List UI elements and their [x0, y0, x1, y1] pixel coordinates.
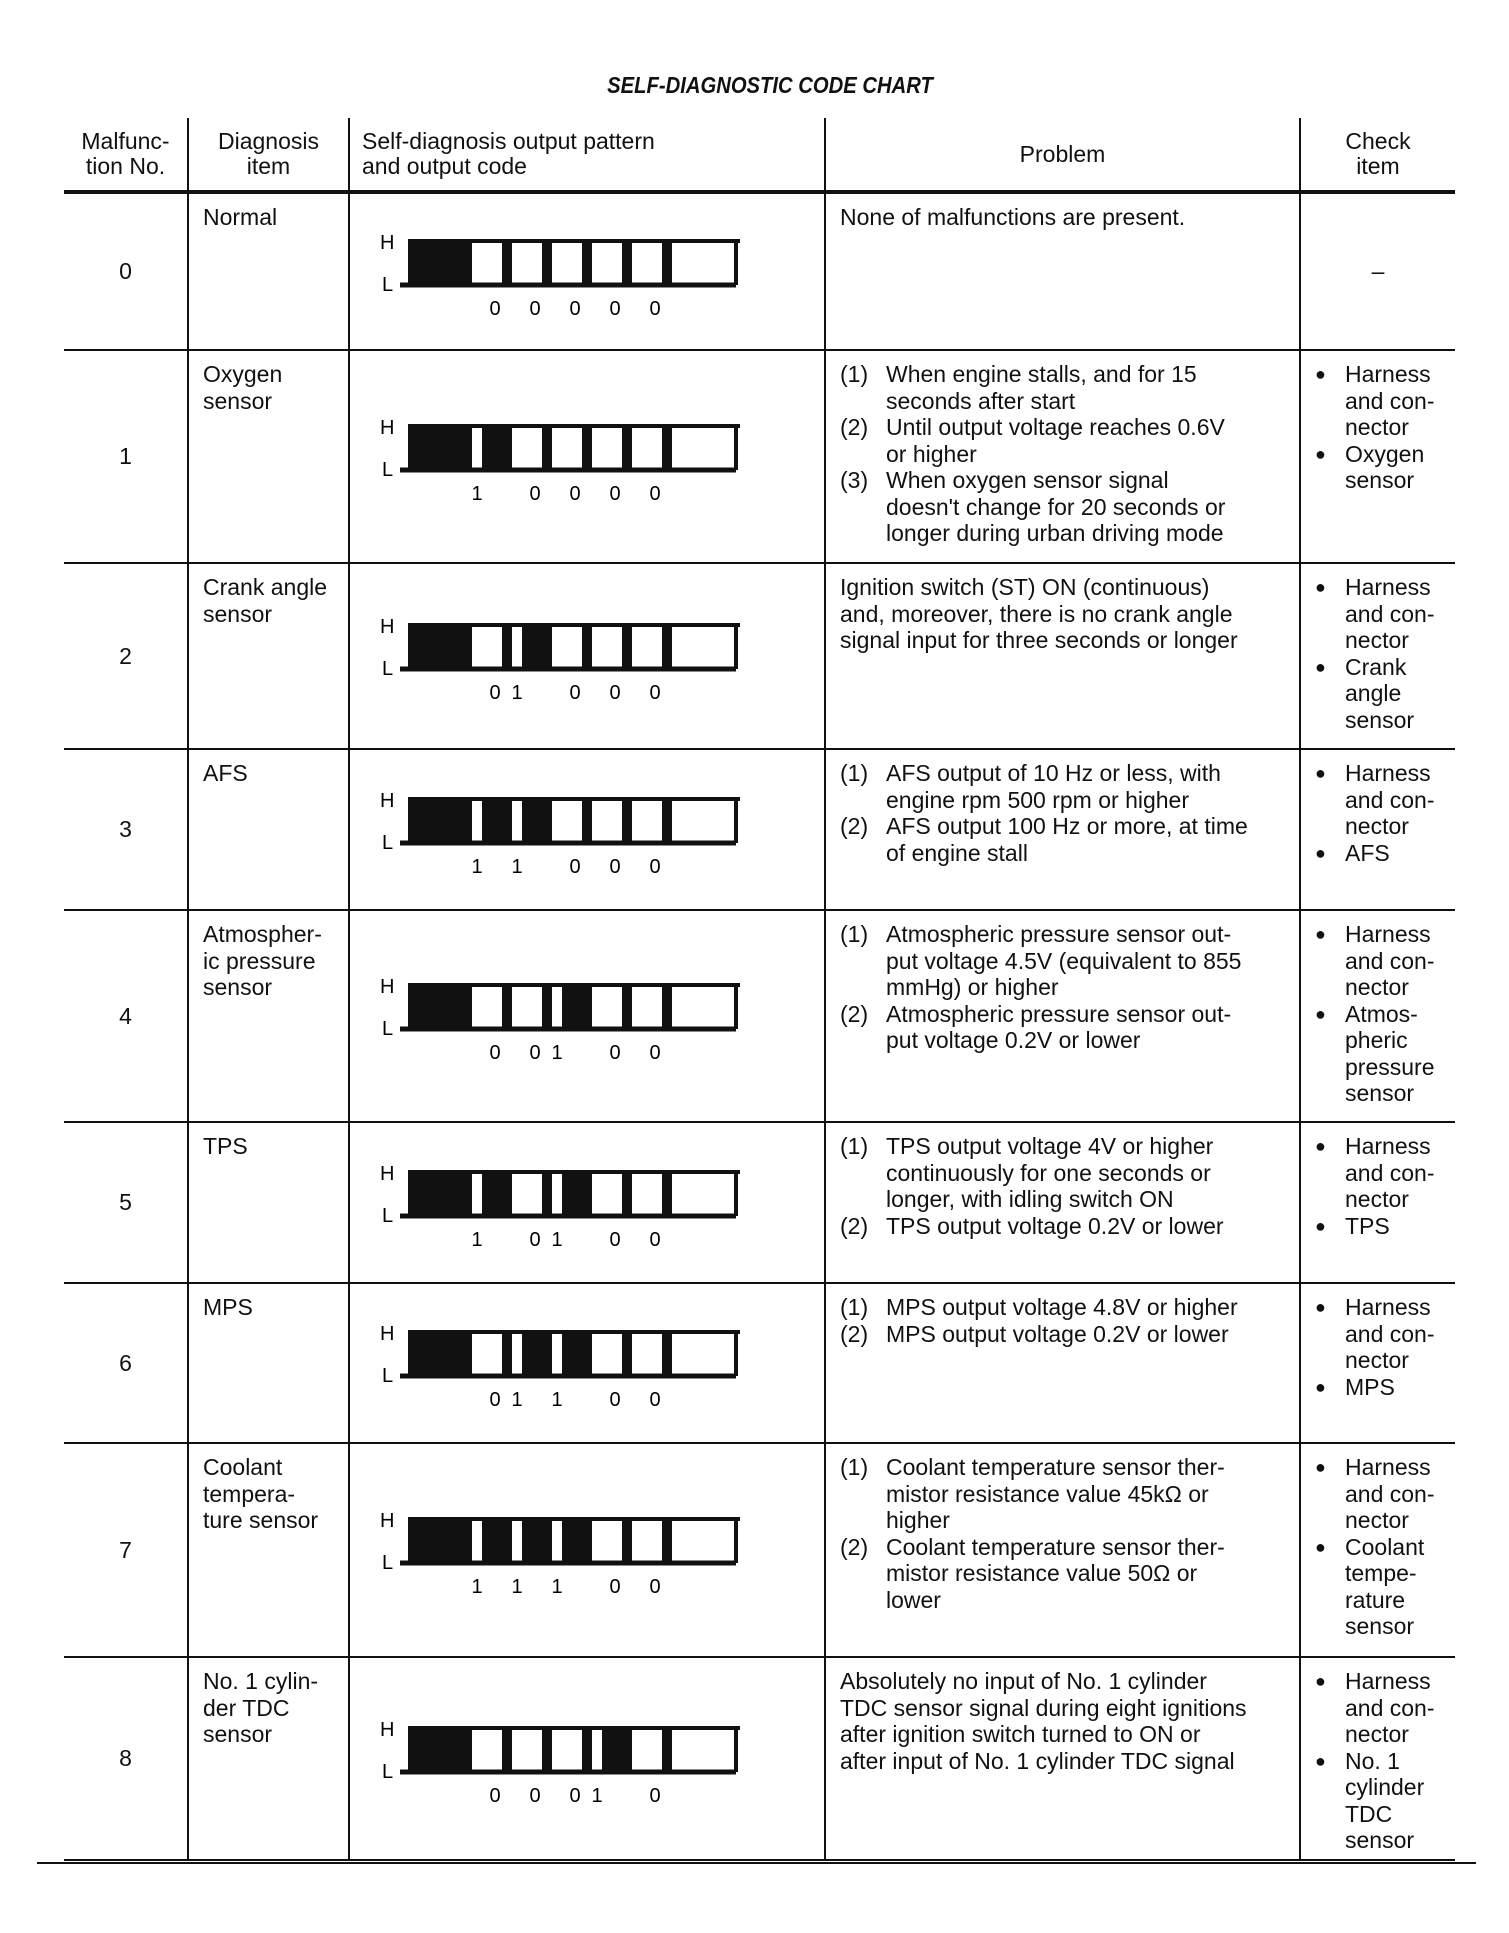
- check-item: [1315, 1748, 1453, 1854]
- output-pattern-cell: [349, 350, 825, 563]
- code-bit-label: 0: [649, 482, 661, 502]
- table-row: [64, 192, 1455, 350]
- problem-item: [840, 1294, 1295, 1321]
- header-output-pattern: Self-diagnosis output pattern and output code: [349, 118, 825, 192]
- problem-number: (2): [840, 1533, 869, 1560]
- problem-number: (3): [840, 467, 869, 493]
- problem-number: (1): [840, 760, 869, 786]
- start-pulse: [408, 1728, 472, 1772]
- check-text: No. 1 cylinder TDC sensor: [1345, 1747, 1425, 1853]
- check-item: [1315, 1294, 1453, 1374]
- check-text: Atmos- pheric pressure sensor: [1345, 1000, 1435, 1106]
- check-text: Harness and con- nector: [1345, 760, 1435, 839]
- code-bit-label: 0: [529, 482, 541, 502]
- check-text: AFS: [1345, 839, 1390, 866]
- check-text: Crank angle sensor: [1345, 653, 1415, 733]
- bit-pulse: [622, 1332, 632, 1376]
- check-item: [1315, 654, 1453, 734]
- check-item-cell: [1300, 563, 1455, 749]
- start-pulse: [408, 1172, 472, 1216]
- problem-text: Atmospheric pressure sensor out- put voltage 0.2V or lower: [886, 1000, 1232, 1053]
- code-bit-label: 0: [569, 297, 581, 317]
- problem-item: [840, 467, 1295, 547]
- code-bit-label: 0: [609, 682, 621, 701]
- start-pulse: [408, 1332, 472, 1376]
- problem-number: (1): [840, 1294, 869, 1320]
- code-bit-label: 0: [529, 1228, 541, 1248]
- bullet-icon: ●: [1315, 1376, 1326, 1397]
- check-item-cell: [1300, 910, 1455, 1122]
- code-bit-label: 1: [551, 1228, 563, 1248]
- bit-pulse: [542, 426, 552, 470]
- bullet-icon: ●: [1315, 364, 1326, 384]
- code-bit-label: 0: [609, 482, 621, 502]
- code-bit-label: 0: [529, 297, 541, 317]
- low-level-label: L: [382, 1204, 394, 1227]
- problem-item: [840, 760, 1295, 813]
- problem-number: (1): [840, 921, 869, 947]
- check-item: [1315, 760, 1453, 840]
- diagnosis-item: No. 1 cylin- der TDC sensor: [188, 1657, 349, 1860]
- check-text: Harness and con- nector: [1345, 1133, 1435, 1212]
- problem-cell: [825, 749, 1300, 910]
- code-bit-label: 0: [529, 1784, 541, 1804]
- diagnosis-item: Atmospher- ic pressure sensor: [188, 910, 349, 1122]
- problem-item: [840, 1454, 1295, 1534]
- low-level-label: L: [382, 1760, 394, 1783]
- output-waveform: [378, 412, 778, 502]
- code-bit-label: 0: [649, 855, 661, 875]
- problem-text: AFS output of 10 Hz or less, with engine rpm 500 rpm or higher: [886, 760, 1221, 813]
- bullet-icon: ●: [1315, 577, 1326, 597]
- check-text: TPS: [1345, 1212, 1390, 1239]
- problem-item: [840, 1001, 1295, 1054]
- low-level-label: L: [382, 458, 394, 481]
- code-bit-label: 0: [569, 1784, 581, 1804]
- no-check-dash: –: [1371, 258, 1385, 285]
- check-item: [1315, 1454, 1453, 1534]
- bit-pulse: [662, 799, 672, 843]
- start-pulse: [408, 799, 472, 843]
- bit-pulse: [502, 241, 512, 285]
- check-item-cell: [1300, 192, 1455, 350]
- diagnosis-item: Coolant tempera- ture sensor: [188, 1443, 349, 1657]
- start-pulse: [408, 241, 472, 285]
- bit-pulse: [662, 625, 672, 669]
- problem-text: None of malfunctions are present.: [840, 204, 1186, 230]
- bit-pulse: [522, 1332, 552, 1376]
- high-level-label: H: [380, 416, 395, 439]
- bit-pulse: [622, 1172, 632, 1216]
- output-waveform: [378, 1505, 778, 1595]
- output-waveform: [378, 1714, 778, 1804]
- output-waveform: [378, 785, 778, 875]
- problem-cell: [825, 1657, 1300, 1860]
- problem-cell: [825, 1443, 1300, 1657]
- start-pulse: [408, 625, 472, 669]
- code-bit-label: 0: [529, 1042, 541, 1061]
- bit-pulse: [562, 985, 592, 1029]
- problem-text: When oxygen sensor signal doesn't change for 20 seconds or longer during urban driving mode: [886, 467, 1226, 546]
- problem-text: TPS output voltage 4V or higher continuously for one seconds or longer, with idling switch ON: [886, 1133, 1214, 1212]
- check-item: [1315, 1133, 1453, 1213]
- code-bit-label: 0: [609, 1576, 621, 1595]
- table-row: [64, 1122, 1455, 1283]
- table-row: [64, 350, 1455, 563]
- diagnosis-item: AFS: [188, 749, 349, 910]
- bit-pulse: [482, 426, 512, 470]
- code-bit-label: 0: [649, 1784, 661, 1804]
- low-level-label: L: [382, 1552, 394, 1574]
- output-pattern-cell: [349, 1283, 825, 1443]
- code-bit-label: 1: [471, 1576, 483, 1595]
- code-bit-label: 0: [609, 1228, 621, 1248]
- bit-pulse: [582, 799, 592, 843]
- table-row: [64, 1283, 1455, 1443]
- bit-pulse: [662, 1728, 672, 1772]
- check-item-cell: [1300, 1122, 1455, 1283]
- bullet-icon: ●: [1315, 1215, 1326, 1236]
- problem-cell: [825, 1122, 1300, 1283]
- bit-pulse: [562, 1519, 592, 1563]
- check-text: Harness and con- nector: [1345, 574, 1435, 653]
- output-pattern-cell: [349, 1657, 825, 1860]
- check-item-cell: [1300, 350, 1455, 563]
- code-bit-label: 0: [489, 1784, 501, 1804]
- high-level-label: H: [380, 231, 395, 254]
- code-bit-label: 0: [609, 1389, 621, 1408]
- code-bit-label: 0: [489, 1042, 501, 1061]
- code-bit-label: 0: [489, 297, 501, 317]
- table-row: [64, 1443, 1455, 1657]
- check-text: Coolant tempe- rature sensor: [1345, 1533, 1425, 1639]
- problem-item: [840, 1133, 1295, 1213]
- table-row: [64, 749, 1455, 910]
- bit-pulse: [562, 1332, 592, 1376]
- bit-pulse: [522, 625, 552, 669]
- code-bit-label: 0: [649, 682, 661, 701]
- malfunction-no: 7: [119, 1536, 132, 1563]
- low-level-label: L: [382, 1365, 394, 1387]
- check-item: [1315, 840, 1453, 867]
- diagnosis-item: Oxygen sensor: [188, 350, 349, 563]
- bit-pulse: [582, 1728, 592, 1772]
- problem-item: [840, 1213, 1295, 1240]
- bullet-icon: ●: [1315, 1536, 1326, 1557]
- malfunction-no: 5: [119, 1189, 132, 1216]
- malfunction-no: 3: [119, 816, 132, 843]
- bullet-icon: ●: [1315, 1136, 1326, 1156]
- problem-item: [840, 1534, 1295, 1614]
- bullet-icon: ●: [1315, 1003, 1326, 1024]
- code-bit-label: 0: [649, 1576, 661, 1595]
- check-item-cell: [1300, 749, 1455, 910]
- check-item: [1315, 361, 1453, 441]
- code-bit-label: 0: [609, 297, 621, 317]
- bit-pulse: [562, 1172, 592, 1216]
- bit-pulse: [662, 241, 672, 285]
- bit-pulse: [622, 625, 632, 669]
- problem-text: TPS output voltage 0.2V or lower: [886, 1212, 1224, 1239]
- output-pattern-cell: [349, 192, 825, 350]
- start-pulse: [408, 426, 472, 470]
- low-level-label: L: [382, 1018, 394, 1040]
- code-bit-label: 0: [609, 1042, 621, 1061]
- diagnosis-item: TPS: [188, 1122, 349, 1283]
- bit-pulse: [582, 241, 592, 285]
- start-pulse: [408, 1519, 472, 1563]
- check-item: [1315, 1213, 1453, 1240]
- check-text: Harness and con- nector: [1345, 361, 1435, 440]
- bit-pulse: [582, 625, 592, 669]
- problem-item: [840, 414, 1295, 467]
- high-level-label: H: [380, 1510, 395, 1532]
- bit-pulse: [662, 1172, 672, 1216]
- bullet-icon: ●: [1315, 1457, 1326, 1477]
- code-bit-label: 1: [511, 1389, 523, 1408]
- header-malfunction-no: Malfunc- tion No.: [64, 118, 188, 192]
- problem-cell: [825, 563, 1300, 749]
- problem-number: (2): [840, 414, 869, 440]
- bullet-icon: ●: [1315, 1671, 1326, 1691]
- bit-pulse: [482, 1519, 512, 1563]
- high-level-label: H: [380, 976, 395, 998]
- bullet-icon: ●: [1315, 656, 1326, 677]
- bit-pulse: [502, 985, 512, 1029]
- malfunction-no: 4: [119, 1002, 132, 1029]
- malfunction-no: 2: [119, 642, 132, 669]
- diagnosis-item: MPS: [188, 1283, 349, 1443]
- problem-text: MPS output voltage 0.2V or lower: [886, 1320, 1229, 1347]
- problem-text: AFS output 100 Hz or more, at time of engine stall: [886, 813, 1248, 866]
- bit-pulse: [502, 625, 512, 669]
- problem-cell: [825, 1283, 1300, 1443]
- code-bit-label: 0: [649, 1042, 661, 1061]
- check-item-cell: [1300, 1443, 1455, 1657]
- malfunction-no: 1: [119, 443, 132, 470]
- code-bit-label: 1: [471, 1228, 483, 1248]
- bit-pulse: [542, 985, 552, 1029]
- malfunction-no: 8: [119, 1745, 132, 1772]
- code-bit-label: 1: [551, 1042, 563, 1061]
- check-item: [1315, 1534, 1453, 1640]
- problem-number: (1): [840, 1133, 869, 1159]
- check-text: Oxygen sensor: [1345, 440, 1425, 493]
- bit-pulse: [662, 426, 672, 470]
- code-bit-label: 1: [471, 482, 483, 502]
- bit-pulse: [662, 1332, 672, 1376]
- bit-pulse: [602, 1728, 632, 1772]
- check-text: Harness and con- nector: [1345, 1294, 1435, 1373]
- header-diagnosis-item: Diagnosis item: [188, 118, 349, 192]
- code-bit-label: 1: [551, 1389, 563, 1408]
- code-bit-label: 1: [471, 855, 483, 875]
- bottom-rule: [37, 1862, 1476, 1864]
- diagnosis-item: Normal: [188, 192, 349, 350]
- bit-pulse: [482, 1172, 512, 1216]
- problem-item: [840, 1321, 1295, 1348]
- code-bit-label: 1: [511, 1576, 523, 1595]
- code-bit-label: 0: [569, 855, 581, 875]
- high-level-label: H: [380, 1323, 395, 1345]
- problem-number: (1): [840, 1454, 869, 1480]
- problem-cell: [825, 910, 1300, 1122]
- problem-text: Ignition switch (ST) ON (continuous) and, moreover, there is no crank angle signal input for three seconds or longer: [840, 574, 1238, 653]
- check-item: [1315, 1001, 1453, 1107]
- bit-pulse: [542, 1172, 552, 1216]
- table-row: [64, 1657, 1455, 1860]
- code-chart-table: [64, 118, 1455, 1861]
- problem-item: [840, 361, 1295, 414]
- diagnosis-item: Crank angle sensor: [188, 563, 349, 749]
- malfunction-no: 0: [119, 258, 132, 285]
- code-bit-label: 0: [569, 482, 581, 502]
- code-bit-label: 0: [609, 855, 621, 875]
- chart-title: SELF-DIAGNOSTIC CODE CHART: [607, 72, 933, 98]
- high-level-label: H: [380, 1162, 395, 1185]
- check-text: Harness and con- nector: [1345, 921, 1435, 1000]
- bit-pulse: [482, 799, 512, 843]
- high-level-label: H: [380, 616, 395, 638]
- check-item: [1315, 441, 1453, 494]
- output-pattern-cell: [349, 563, 825, 749]
- bullet-icon: ●: [1315, 763, 1326, 783]
- malfunction-no: 6: [119, 1349, 132, 1376]
- problem-text: Absolutely no input of No. 1 cylinder TDC sensor signal during eight ignitions after ignition switch turned to ON or after input of No. 1 cylinder TDC signal: [840, 1668, 1247, 1774]
- problem-text: Coolant temperature sensor ther- mistor resistance value 50Ω or lower: [886, 1533, 1225, 1613]
- problem-text: Coolant temperature sensor ther- mistor resistance value 45kΩ or higher: [886, 1454, 1225, 1533]
- problem-text: When engine stalls, and for 15 seconds after start: [886, 361, 1197, 414]
- problem-number: (2): [840, 1212, 869, 1239]
- check-text: Harness and con- nector: [1345, 1454, 1435, 1533]
- code-bit-label: 0: [489, 1389, 501, 1408]
- table-row: [64, 563, 1455, 749]
- high-level-label: H: [380, 1718, 395, 1741]
- problem-number: (1): [840, 361, 869, 387]
- check-item-cell: [1300, 1657, 1455, 1860]
- code-bit-label: 1: [591, 1784, 603, 1804]
- high-level-label: H: [380, 789, 395, 812]
- bullet-icon: ●: [1315, 443, 1326, 464]
- problem-number: (2): [840, 1000, 869, 1027]
- bullet-icon: ●: [1315, 842, 1326, 863]
- check-text: MPS: [1345, 1373, 1395, 1400]
- bit-pulse: [582, 426, 592, 470]
- code-bit-label: 0: [569, 682, 581, 701]
- bullet-icon: ●: [1315, 1297, 1326, 1317]
- output-waveform: [378, 971, 778, 1061]
- code-bit-label: 0: [489, 682, 501, 701]
- problem-cell: [825, 350, 1300, 563]
- code-bit-label: 0: [649, 1228, 661, 1248]
- low-level-label: L: [382, 658, 394, 680]
- bullet-icon: ●: [1315, 1750, 1326, 1771]
- output-waveform: [378, 1318, 778, 1408]
- code-bit-label: 1: [511, 855, 523, 875]
- check-item-cell: [1300, 1283, 1455, 1443]
- output-waveform: [378, 227, 778, 317]
- bit-pulse: [622, 426, 632, 470]
- output-pattern-cell: [349, 1122, 825, 1283]
- header-problem: Problem: [825, 118, 1300, 192]
- low-level-label: L: [382, 831, 394, 854]
- output-waveform: [378, 1158, 778, 1248]
- low-level-label: L: [382, 273, 394, 296]
- code-bit-label: 0: [649, 297, 661, 317]
- bit-pulse: [622, 985, 632, 1029]
- check-item: [1315, 1374, 1453, 1401]
- header-check-item: Check item: [1300, 118, 1455, 192]
- code-bit-label: 0: [649, 1389, 661, 1408]
- header-row: [64, 118, 1455, 192]
- problem-cell: [825, 192, 1300, 350]
- code-bit-label: 1: [511, 682, 523, 701]
- problem-item: [840, 921, 1295, 1001]
- output-pattern-cell: [349, 749, 825, 910]
- problem-number: (2): [840, 813, 869, 839]
- bit-pulse: [542, 1728, 552, 1772]
- check-item: [1315, 921, 1453, 1001]
- problem-item: [840, 813, 1295, 866]
- output-pattern-cell: [349, 1443, 825, 1657]
- bit-pulse: [502, 1728, 512, 1772]
- check-item: [1315, 574, 1453, 654]
- check-text: Harness and con- nector: [1345, 1668, 1435, 1747]
- output-pattern-cell: [349, 910, 825, 1122]
- check-item: [1315, 1668, 1453, 1748]
- bit-pulse: [622, 241, 632, 285]
- problem-text: MPS output voltage 4.8V or higher: [886, 1294, 1238, 1320]
- problem-text: Atmospheric pressure sensor out- put voltage 4.5V (equivalent to 855 mmHg) or higher: [886, 921, 1242, 1000]
- table-row: [64, 910, 1455, 1122]
- bit-pulse: [542, 241, 552, 285]
- bit-pulse: [522, 1519, 552, 1563]
- problem-number: (2): [840, 1320, 869, 1347]
- bit-pulse: [622, 1519, 632, 1563]
- code-bit-label: 1: [551, 1576, 563, 1595]
- bit-pulse: [502, 1332, 512, 1376]
- bullet-icon: ●: [1315, 924, 1326, 944]
- bit-pulse: [662, 1519, 672, 1563]
- bit-pulse: [522, 799, 552, 843]
- bit-pulse: [662, 985, 672, 1029]
- problem-text: Until output voltage reaches 0.6V or higher: [886, 414, 1225, 467]
- bit-pulse: [622, 799, 632, 843]
- start-pulse: [408, 985, 472, 1029]
- output-waveform: [378, 611, 778, 701]
